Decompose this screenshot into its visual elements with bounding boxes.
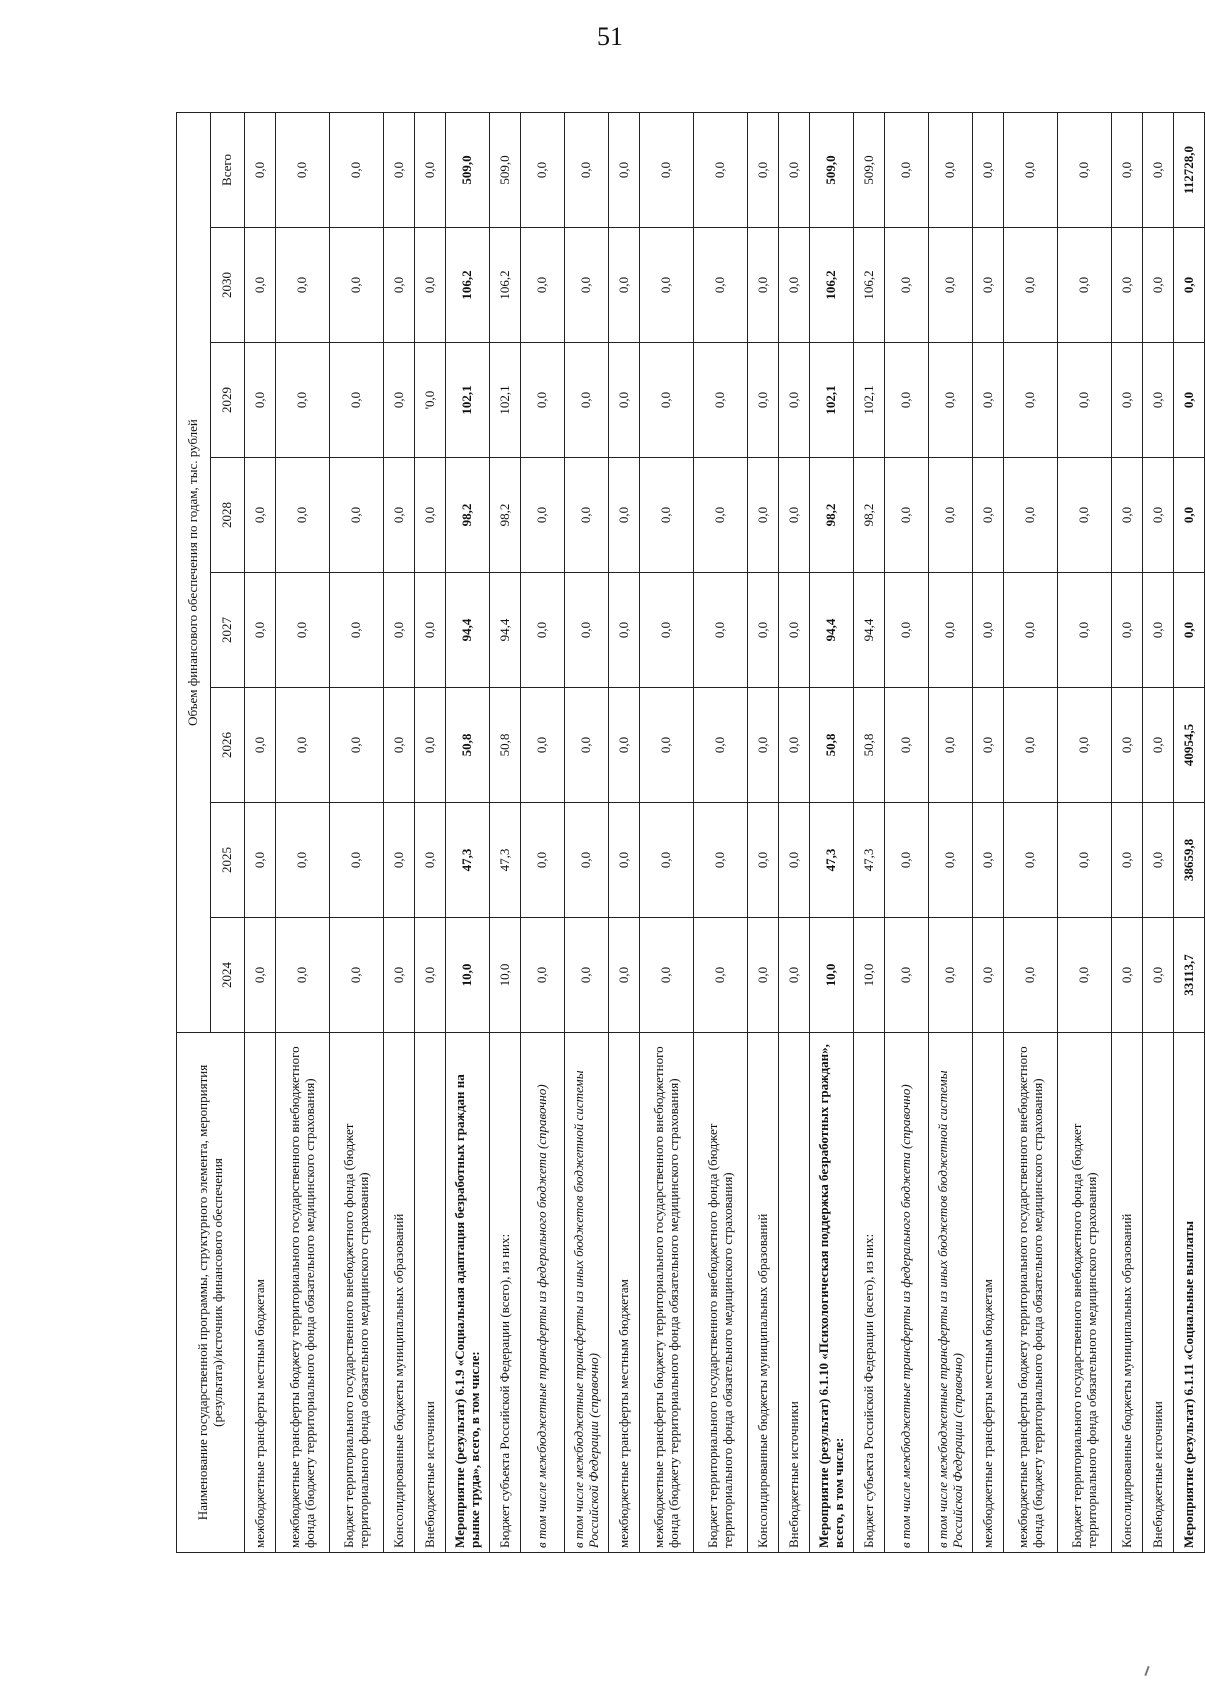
cell-value: 0,0 xyxy=(521,228,565,343)
cell-value: 10,0 xyxy=(490,918,521,1033)
cell-value: 0,0 xyxy=(640,573,694,688)
cell-value: 0,0 xyxy=(384,803,415,918)
cell-value: 0,0 xyxy=(1058,228,1112,343)
cell-value: 0,0 xyxy=(1112,458,1143,573)
row-label: Мероприятие (результат) 6.1.9 «Социальная адаптация безработных граждан на рынке труда», всего, в том числе: xyxy=(446,1033,490,1553)
cell-value: 0,0 xyxy=(973,343,1004,458)
cell-total: 0,0 xyxy=(694,112,748,227)
cell-total: 112728,0 xyxy=(1174,112,1205,227)
cell-value: 0,0 xyxy=(384,343,415,458)
cell-value: 0,0 xyxy=(1143,343,1174,458)
table-row xyxy=(694,112,748,1552)
cell-value: 0,0 xyxy=(384,688,415,803)
cell-value: 0,0 xyxy=(929,228,973,343)
row-label: межбюджетные трансферты местным бюджетам xyxy=(245,1033,276,1553)
cell-total: 509,0 xyxy=(810,112,854,227)
cell-value: 0,0 xyxy=(694,573,748,688)
cell-value: 0,0 xyxy=(1174,573,1205,688)
cell-total: 0,0 xyxy=(384,112,415,227)
cell-value: 0,0 xyxy=(609,458,640,573)
cell-value: 50,8 xyxy=(490,688,521,803)
row-label: Бюджет субъекта Российской Федерации (всего), из них: xyxy=(490,1033,521,1553)
cell-value: 0,0 xyxy=(276,918,330,1033)
row-label: Бюджет территориального государственного внебюджетного фонда (бюджет территориального фонда обязательного медицинского страхования) xyxy=(1058,1033,1112,1553)
cell-value: 0,0 xyxy=(384,918,415,1033)
cell-value: 0,0 xyxy=(748,573,779,688)
cell-value: 98,2 xyxy=(490,458,521,573)
cell-value: 0,0 xyxy=(1143,918,1174,1033)
cell-value: 0,0 xyxy=(694,228,748,343)
cell-value: 0,0 xyxy=(521,343,565,458)
cell-value: 0,0 xyxy=(245,803,276,918)
cell-value: 0,0 xyxy=(1143,688,1174,803)
cell-value: 0,0 xyxy=(609,228,640,343)
table-row xyxy=(854,112,885,1552)
cell-total: 0,0 xyxy=(245,112,276,227)
cell-value: 0,0 xyxy=(245,228,276,343)
cell-value: 98,2 xyxy=(854,458,885,573)
cell-value: 0,0 xyxy=(1004,228,1058,343)
cell-value: 40954,5 xyxy=(1174,688,1205,803)
table-row xyxy=(1058,112,1112,1552)
cell-value: 0,0 xyxy=(973,688,1004,803)
cell-value: 0,0 xyxy=(330,228,384,343)
table-row xyxy=(384,112,415,1552)
cell-value: 0,0 xyxy=(521,688,565,803)
table-row xyxy=(1143,112,1174,1552)
cell-value: 94,4 xyxy=(854,573,885,688)
row-label: Внебюджетные источники xyxy=(415,1033,446,1553)
cell-value: 0,0 xyxy=(1112,803,1143,918)
cell-value: 106,2 xyxy=(854,228,885,343)
cell-value: 0,0 xyxy=(640,228,694,343)
cell-value: 0,0 xyxy=(929,458,973,573)
cell-value: 47,3 xyxy=(490,803,521,918)
cell-total: 0,0 xyxy=(276,112,330,227)
cell-value: 0,0 xyxy=(1174,228,1205,343)
header-year: 2030 xyxy=(211,228,245,343)
rotated-table-wrapper xyxy=(176,113,1196,1553)
cell-value: 0,0 xyxy=(929,803,973,918)
cell-value: 0,0 xyxy=(276,343,330,458)
cell-value: 0,0 xyxy=(330,458,384,573)
row-label: в том числе межбюджетные трансферты из федерального бюджета (справочно) xyxy=(521,1033,565,1553)
cell-value: 0,0 xyxy=(521,803,565,918)
table-row xyxy=(245,112,276,1552)
table-row xyxy=(521,112,565,1552)
cell-value: 0,0 xyxy=(973,458,1004,573)
cell-total: 509,0 xyxy=(490,112,521,227)
rotated-page-area xyxy=(176,113,1196,1553)
cell-value: 98,2 xyxy=(810,458,854,573)
cell-value: 0,0 xyxy=(694,803,748,918)
cell-value: 0,0 xyxy=(415,803,446,918)
cell-value: 0,0 xyxy=(609,343,640,458)
cell-value: 0,0 xyxy=(415,228,446,343)
header-name: Наименование государственной программы, структурного элемента, мероприятия (результата)/источник финансового обеспечения xyxy=(177,1033,245,1553)
cell-value: 0,0 xyxy=(929,343,973,458)
table-row xyxy=(748,112,779,1552)
cell-value: 0,0 xyxy=(521,918,565,1033)
cell-value: 0,0 xyxy=(885,688,929,803)
table-row xyxy=(810,112,854,1552)
cell-value: 0,0 xyxy=(565,343,609,458)
row-label: Мероприятие (результат) 6.1.10 «Психологическая поддержка безработных граждан», всего, в том числе: xyxy=(810,1033,854,1553)
cell-value: 0,0 xyxy=(973,918,1004,1033)
row-label: Мероприятие (результат) 6.1.11 «Социальные выплаты xyxy=(1174,1033,1205,1553)
cell-value: 0,0 xyxy=(565,573,609,688)
row-label: межбюджетные трансферты бюджету территориального государственного внебюджетного фонда (бюджету территориального фонда обязательного медицинского страхования) xyxy=(640,1033,694,1553)
cell-value: 10,0 xyxy=(854,918,885,1033)
cell-value: 47,3 xyxy=(446,803,490,918)
cell-value: 0,0 xyxy=(1143,228,1174,343)
table-row xyxy=(1112,112,1143,1552)
row-label: в том числе межбюджетные трансферты из иных бюджетов бюджетной системы Российской Федерации (справочно) xyxy=(565,1033,609,1553)
cell-value: 0,0 xyxy=(1143,573,1174,688)
table-row xyxy=(415,112,446,1552)
row-label: Консолидированные бюджеты муниципальных образований xyxy=(384,1033,415,1553)
table-row xyxy=(1004,112,1058,1552)
cell-value: 0,0 xyxy=(276,573,330,688)
row-label: Внебюджетные источники xyxy=(1143,1033,1174,1553)
cell-value: 38659,8 xyxy=(1174,803,1205,918)
table-row xyxy=(1174,112,1205,1552)
row-label: Бюджет территориального государственного внебюджетного фонда (бюджет территориального фонда обязательного медицинского страхования) xyxy=(330,1033,384,1553)
header-year: 2027 xyxy=(211,573,245,688)
cell-value: 0,0 xyxy=(1004,688,1058,803)
cell-value: 0,0 xyxy=(640,688,694,803)
table-row xyxy=(609,112,640,1552)
table-row xyxy=(446,112,490,1552)
cell-total: 0,0 xyxy=(779,112,810,227)
header-year: 2028 xyxy=(211,458,245,573)
cell-value: 94,4 xyxy=(446,573,490,688)
cell-value: 0,0 xyxy=(330,688,384,803)
row-label: межбюджетные трансферты бюджету территориального государственного внебюджетного фонда (бюджету территориального фонда обязательного медицинского страхования) xyxy=(276,1033,330,1553)
table-row xyxy=(565,112,609,1552)
row-label: Бюджет субъекта Российской Федерации (всего), из них: xyxy=(854,1033,885,1553)
cell-value: 0,0 xyxy=(640,918,694,1033)
cell-value: 0,0 xyxy=(885,458,929,573)
cell-value: 0,0 xyxy=(276,458,330,573)
cell-value: 0,0 xyxy=(779,918,810,1033)
table-row xyxy=(330,112,384,1552)
cell-total: 0,0 xyxy=(1058,112,1112,227)
cell-value: 0,0 xyxy=(929,688,973,803)
cell-value: 0,0 xyxy=(1058,688,1112,803)
cell-value: 0,0 xyxy=(1004,803,1058,918)
cell-value: 0,0 xyxy=(415,918,446,1033)
cell-value: 94,4 xyxy=(810,573,854,688)
cell-value: 0,0 xyxy=(415,573,446,688)
cell-value: 33113,7 xyxy=(1174,918,1205,1033)
cell-value: 0,0 xyxy=(521,458,565,573)
cell-value: 0,0 xyxy=(973,228,1004,343)
cell-value: 0,0 xyxy=(1112,228,1143,343)
cell-value: 0,0 xyxy=(1112,573,1143,688)
header-year: 2024 xyxy=(211,918,245,1033)
cell-total: 0,0 xyxy=(973,112,1004,227)
cell-value: 0,0 xyxy=(245,918,276,1033)
cell-value: 0,0 xyxy=(384,228,415,343)
cell-value: 0,0 xyxy=(1058,573,1112,688)
cell-value: 0,0 xyxy=(885,228,929,343)
cell-total: 0,0 xyxy=(1112,112,1143,227)
cell-value: 0,0 xyxy=(748,343,779,458)
cell-value: 0,0 xyxy=(276,228,330,343)
cell-total: 0,0 xyxy=(1004,112,1058,227)
cell-value: 0,0 xyxy=(779,573,810,688)
cell-value: 0,0 xyxy=(973,573,1004,688)
cell-value: 0,0 xyxy=(640,803,694,918)
cell-total: 0,0 xyxy=(609,112,640,227)
cell-value: 0,0 xyxy=(565,688,609,803)
cell-value: 0,0 xyxy=(609,573,640,688)
cell-total: 0,0 xyxy=(640,112,694,227)
cell-value: 0,0 xyxy=(565,803,609,918)
cell-value: 10,0 xyxy=(446,918,490,1033)
cell-value: 0,0 xyxy=(640,458,694,573)
cell-total: 0,0 xyxy=(565,112,609,227)
row-label: Бюджет территориального государственного внебюджетного фонда (бюджет территориального фонда обязательного медицинского страхования) xyxy=(694,1033,748,1553)
cell-value: 10,0 xyxy=(810,918,854,1033)
cell-value: 0,0 xyxy=(1058,458,1112,573)
cell-value: 0,0 xyxy=(1004,343,1058,458)
header-year: 2029 xyxy=(211,343,245,458)
cell-value: 0,0 xyxy=(1112,343,1143,458)
cell-value: 0,0 xyxy=(929,918,973,1033)
cell-value: 47,3 xyxy=(854,803,885,918)
row-label: межбюджетные трансферты местным бюджетам xyxy=(609,1033,640,1553)
cell-value: 0,0 xyxy=(415,688,446,803)
cell-value: 0,0 xyxy=(1004,573,1058,688)
cell-value: 0,0 xyxy=(779,228,810,343)
cell-value: 0,0 xyxy=(1174,343,1205,458)
cell-value: 106,2 xyxy=(810,228,854,343)
cell-value: 0,0 xyxy=(245,343,276,458)
cell-value: 0,0 xyxy=(1143,458,1174,573)
row-label: Внебюджетные источники xyxy=(779,1033,810,1553)
cell-value: 0,0 xyxy=(973,803,1004,918)
table-row xyxy=(490,112,521,1552)
cell-value: 50,8 xyxy=(446,688,490,803)
cell-value: 0,0 xyxy=(1004,918,1058,1033)
cell-value: 0,0 xyxy=(694,343,748,458)
cell-total: 0,0 xyxy=(521,112,565,227)
cell-value: 0,0 xyxy=(694,918,748,1033)
table-row xyxy=(973,112,1004,1552)
cell-value: 98,2 xyxy=(446,458,490,573)
cell-value: 0,0 xyxy=(245,573,276,688)
cell-value: 50,8 xyxy=(854,688,885,803)
cell-value: 0,0 xyxy=(565,458,609,573)
cell-value: 0,0 xyxy=(565,228,609,343)
cell-value: 106,2 xyxy=(446,228,490,343)
row-label: в том числе межбюджетные трансферты из иных бюджетов бюджетной системы Российской Федерации (справочно) xyxy=(929,1033,973,1553)
row-label: в том числе межбюджетные трансферты из федерального бюджета (справочно) xyxy=(885,1033,929,1553)
cell-value: 0,0 xyxy=(521,573,565,688)
cell-total: 0,0 xyxy=(929,112,973,227)
cell-value: 0,0 xyxy=(885,918,929,1033)
cell-value: 0,0 xyxy=(748,688,779,803)
row-label: Консолидированные бюджеты муниципальных образований xyxy=(1112,1033,1143,1553)
cell-value: 0,0 xyxy=(694,458,748,573)
cell-value: 0,0 xyxy=(779,803,810,918)
cell-value: 0,0 xyxy=(748,918,779,1033)
cell-value: 0,0 xyxy=(415,458,446,573)
cell-value: 0,0 xyxy=(779,688,810,803)
cell-value: 0,0 xyxy=(885,803,929,918)
cell-value: 0,0 xyxy=(885,343,929,458)
cell-value: 0,0 xyxy=(779,458,810,573)
cell-value: 50,8 xyxy=(810,688,854,803)
cell-value: 0,0 xyxy=(694,688,748,803)
cell-value: 0,0 xyxy=(330,918,384,1033)
cell-value: 0,0 xyxy=(565,918,609,1033)
cell-value: 102,1 xyxy=(810,343,854,458)
cell-value: 0,0 xyxy=(748,458,779,573)
table-row xyxy=(779,112,810,1552)
cell-value: 0,0 xyxy=(1058,803,1112,918)
cell-value: 102,1 xyxy=(446,343,490,458)
cell-value: 0,0 xyxy=(330,573,384,688)
table-row xyxy=(276,112,330,1552)
cell-value: 0,0 xyxy=(1058,343,1112,458)
header-year: 2026 xyxy=(211,688,245,803)
table-header xyxy=(177,112,245,1552)
cell-value: 0,0 xyxy=(609,803,640,918)
cell-value: 106,2 xyxy=(490,228,521,343)
cell-value: 0,0 xyxy=(1174,458,1205,573)
financing-table xyxy=(176,112,1205,1553)
cell-value: 0,0 xyxy=(748,228,779,343)
cell-value: 0,0 xyxy=(384,573,415,688)
cell-value: 0,0 xyxy=(609,688,640,803)
row-label: межбюджетные трансферты бюджету территориального государственного внебюджетного фонда (бюджету территориального фонда обязательного медицинского страхования) xyxy=(1004,1033,1058,1553)
cell-value: 0,0 xyxy=(1058,918,1112,1033)
cell-value: 0,0 xyxy=(276,803,330,918)
cell-total: 0,0 xyxy=(748,112,779,227)
cell-value: 0,0 xyxy=(330,803,384,918)
cell-total: 0,0 xyxy=(1143,112,1174,227)
cell-value: 0,0 xyxy=(779,343,810,458)
row-label: межбюджетные трансферты местным бюджетам xyxy=(973,1033,1004,1553)
header-year: 2025 xyxy=(211,803,245,918)
page-number: 51 xyxy=(597,22,623,51)
cell-value: 94,4 xyxy=(490,573,521,688)
table-row xyxy=(640,112,694,1552)
cell-value: 0,0 xyxy=(276,688,330,803)
table-row xyxy=(885,112,929,1552)
cell-value: 0,0 xyxy=(929,573,973,688)
cell-value: 0,0 xyxy=(609,918,640,1033)
cell-value: 102,1 xyxy=(854,343,885,458)
cell-value: 0,0 xyxy=(245,458,276,573)
header-total: Всего xyxy=(211,112,245,227)
table-body xyxy=(245,112,1205,1552)
cell-value: 0,0 xyxy=(1112,688,1143,803)
cell-total: 0,0 xyxy=(885,112,929,227)
cell-value: 0,0 xyxy=(1143,803,1174,918)
cell-value: 0,0 xyxy=(748,803,779,918)
cell-total: 0,0 xyxy=(330,112,384,227)
row-label: Консолидированные бюджеты муниципальных образований xyxy=(748,1033,779,1553)
cell-value: 0,0 xyxy=(1112,918,1143,1033)
cell-value: 47,3 xyxy=(810,803,854,918)
cell-total: 0,0 xyxy=(415,112,446,227)
table-row xyxy=(929,112,973,1552)
header-group: Объем финансового обеспечения по годам, тыс. рублей xyxy=(177,112,211,1032)
cell-value: 0,0 xyxy=(885,573,929,688)
cell-value: 0,0 xyxy=(384,458,415,573)
stray-mark xyxy=(1144,1666,1149,1676)
cell-value: '0,0 xyxy=(415,343,446,458)
cell-value: 0,0 xyxy=(1004,458,1058,573)
cell-value: 0,0 xyxy=(640,343,694,458)
cell-value: 102,1 xyxy=(490,343,521,458)
cell-total: 509,0 xyxy=(854,112,885,227)
cell-total: 509,0 xyxy=(446,112,490,227)
cell-value: 0,0 xyxy=(245,688,276,803)
cell-value: 0,0 xyxy=(330,343,384,458)
